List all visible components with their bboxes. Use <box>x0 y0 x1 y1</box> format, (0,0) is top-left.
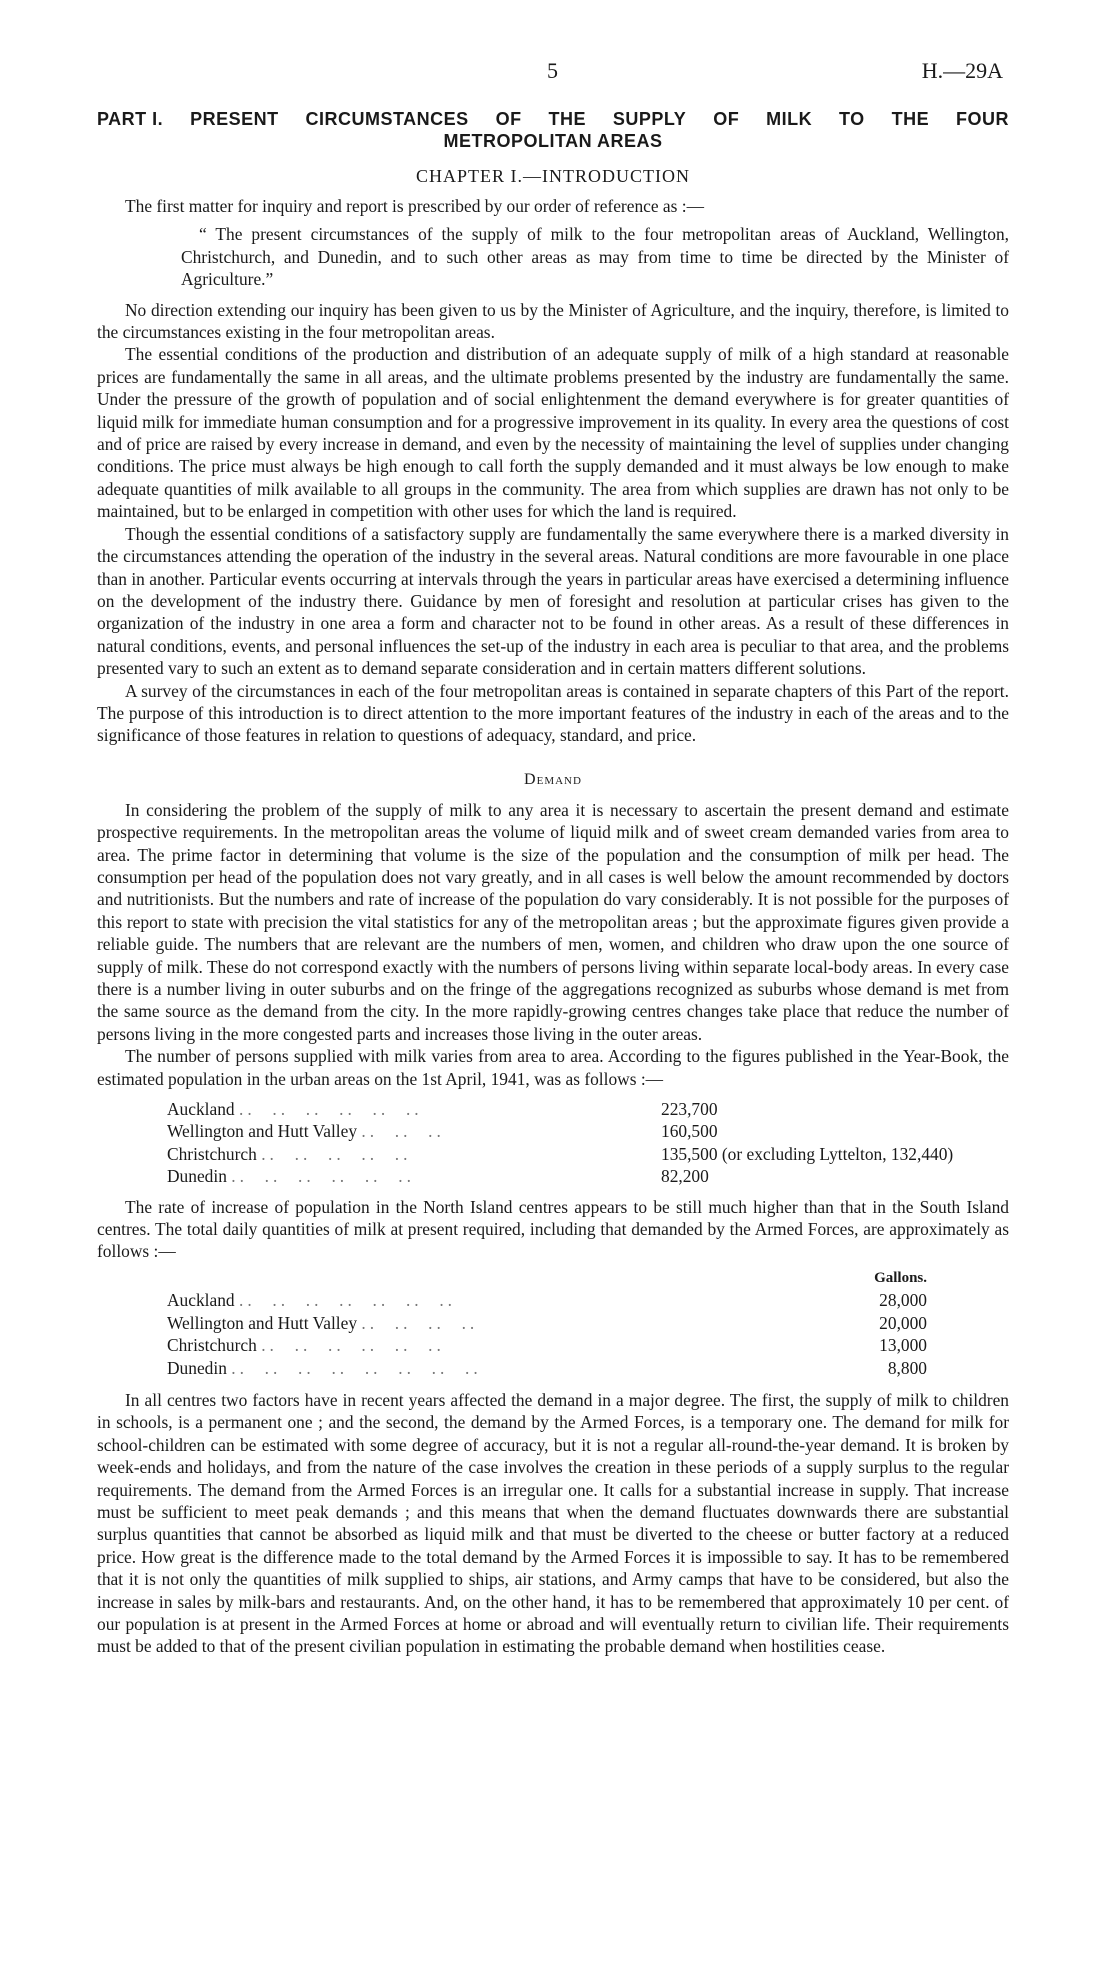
demand-paragraph-1: In considering the problem of the supply of milk to any area it is necessary to ascertain the present demand and estimate prospective requirements. In the metropolitan areas the volume of liquid milk and of sweet cream demanded varies from area to area. The prime factor in determining that volume is the size of the population and the consumption of milk per head. The consumption per head of the population does not vary greatly, and in all cases is well below the amount recommended by doctors and nutritionists. But the numbers and rate of increase of the population do vary considerably. It is not possible for the purposes of this report to state with precision the vital statistics for any of the metropolitan areas ; but the approximate figures given provide a reliable guide. The numbers that are relevant are the numbers of men, women, and children who draw upon the one source of supply of milk. These do not correspond exactly with the numbers of persons living within separate local-body areas. In every case there is a number living in outer suburbs and on the fringe of the aggregations recognized as suburbs whose demand is met from the same source as the demand from the city. In the more rapidly-growing centres changes take place that reduce the number of persons living in the more congested parts and increases those living in the outer areas. <box>97 799 1009 1044</box>
page-content <box>97 108 1009 1658</box>
document-reference: H.—29A <box>921 58 1003 83</box>
milk-quantity-table <box>167 1267 927 1379</box>
part-title <box>97 108 1009 152</box>
demand-paragraph-4: In all centres two factors have in recent years affected the demand in a major degree. The first, the supply of milk to children in schools, is a permanent one ; and the second, the demand by the Armed Forces, is a temporary one. The demand for milk for school-children can be estimated with some degree of accuracy, but it is not a regular all-round-the-year demand. It is broken by week-ends and holidays, and from the nature of the case involves the creation in these periods of a supply surplus to the regular requirements. The demand from the Armed Forces is an irregular one. It calls for a substantial increase in supply. That increase must be sufficient to meet peak demands ; and this means that when the demand fluctuates downwards there are substantial surplus quantities that cannot be absorbed as liquid milk and that must be diverted to the cheese or butter factory at a reduced price. How great is the difference made to the total demand by the Armed Forces it is impossible to say. It has to be remembered that it is not only the quantities of milk supplied to ships, air stations, and Army camps that have to be considered, but also the increase in sales by milk-bars and restaurants. And, on the other hand, it has to be remembered that approximately 10 per cent. of our population is at present in the Armed Forces at home or abroad and will eventually return to civilian life. Their requirements must be added to that of the present civilian population in estimating the probable demand when hostilities cease. <box>97 1389 1009 1657</box>
part-title-line-2: METROPOLITAN AREAS <box>443 131 663 151</box>
demand-paragraph-3: The rate of increase of population in the North Island centres appears to be still much higher than that in the South Island centres. The total daily quantities of milk at present required, including that demanded by the Armed Forces, are approximately as follows :— <box>97 1196 1009 1262</box>
page-number: 5 <box>547 58 558 83</box>
population-table <box>167 1098 1009 1188</box>
unit-label: Gallons. <box>874 1269 927 1286</box>
table-row: Christchurch .. .. .. .. .. .. 13,000 <box>167 1335 927 1356</box>
intro-paragraph-3: The essential conditions of the production and distribution of an adequate supply of milk of a high standard at reasonable prices are fundamentally the same in all areas, and the ultimate problems presented by the industry are fundamentally the same. Under the pressure of the growth of population and of social enlightenment the demand everywhere is for greater quantities of liquid milk for immediate human consumption and for a progressive improvement in its quality. In every area the questions of cost and of price are raised by every increase in demand, and even by the necessity of maintaining the level of supplies under changing conditions. The price must always be high enough to call forth the supply demanded and it must always be low enough to make adequate quantities of milk available to all groups in the community. The area from which supplies are drawn has not only to be maintained, but to be enlarged in competition with other uses for which the land is required. <box>97 344 1009 522</box>
intro-paragraph-2: No direction extending our inquiry has been given to us by the Minister of Agriculture, and the inquiry, therefore, is limited to the circumstances existing in the four metropolitan areas. <box>97 299 1009 343</box>
table-row: Auckland .. .. .. .. .. .. 223,700 <box>167 1099 718 1120</box>
table-row: Dunedin .. .. .. .. .. .. 82,200 <box>167 1166 709 1187</box>
intro-paragraph-1: The first matter for inquiry and report is prescribed by our order of reference as :— <box>125 196 704 216</box>
table-row: Auckland .. .. .. .. .. .. .. 28,000 <box>167 1290 927 1311</box>
table-row: Wellington and Hutt Valley .. .. .. 160,500 <box>167 1121 718 1142</box>
intro-paragraph-4: Though the essential conditions of a satisfactory supply are fundamentally the same everywhere there is a marked diversity in the circumstances attending the operation of the industry in the several areas. Natural conditions are more favourable in one place than in another. Particular events occurring at intervals through the years in particular areas have exercised a determining influence on the development of the industry there. Guidance by men of foresight and resolution at particular crises has given to the organization of the industry in one area a form and character not to be found in other areas. As a result of these differences in natural conditions, events, and personal influences the set-up of the industry in each area is peculiar to that area, and the problems presented vary to such an extent as to demand separate consideration and in certain matters different solutions. <box>97 523 1009 679</box>
table-row: Wellington and Hutt Valley .. .. .. .. 20,000 <box>167 1312 927 1333</box>
intro-paragraph-5: A survey of the circumstances in each of the four metropolitan areas is contained in separate chapters of this Part of the report. The purpose of this introduction is to direct attention to the more important features of the industry in each of the areas and to the significance of those features in relation to questions of adequacy, standard, and price. <box>97 680 1009 746</box>
page-header <box>0 58 1114 88</box>
order-of-reference-quote: “ The present circumstances of the supply of milk to the four metropolitan areas of Auckland, Wellington, Christchurch, and Dunedin, and to such other areas as may from time to time be directed by the Minister of Agriculture.” <box>181 224 1009 290</box>
section-title-demand: Demand <box>524 770 582 788</box>
chapter-title: CHAPTER I.—INTRODUCTION <box>416 166 690 186</box>
demand-paragraph-2: The number of persons supplied with milk varies from area to area. According to the figures published in the Year-Book, the estimated population in the urban areas on the 1st April, 1941, was as follows :— <box>97 1046 1009 1089</box>
table-row: Christchurch .. .. .. .. .. 135,500 (or excluding Lyttelton, 132,440) <box>167 1143 954 1164</box>
table-row: Dunedin .. .. .. .. .. .. .. .. 8,800 <box>167 1357 927 1378</box>
table-header-row <box>167 1267 927 1289</box>
part-title-line-1: PART I. PRESENT CIRCUMSTANCES OF THE SUPPLY OF MILK TO THE FOUR <box>97 109 1009 129</box>
